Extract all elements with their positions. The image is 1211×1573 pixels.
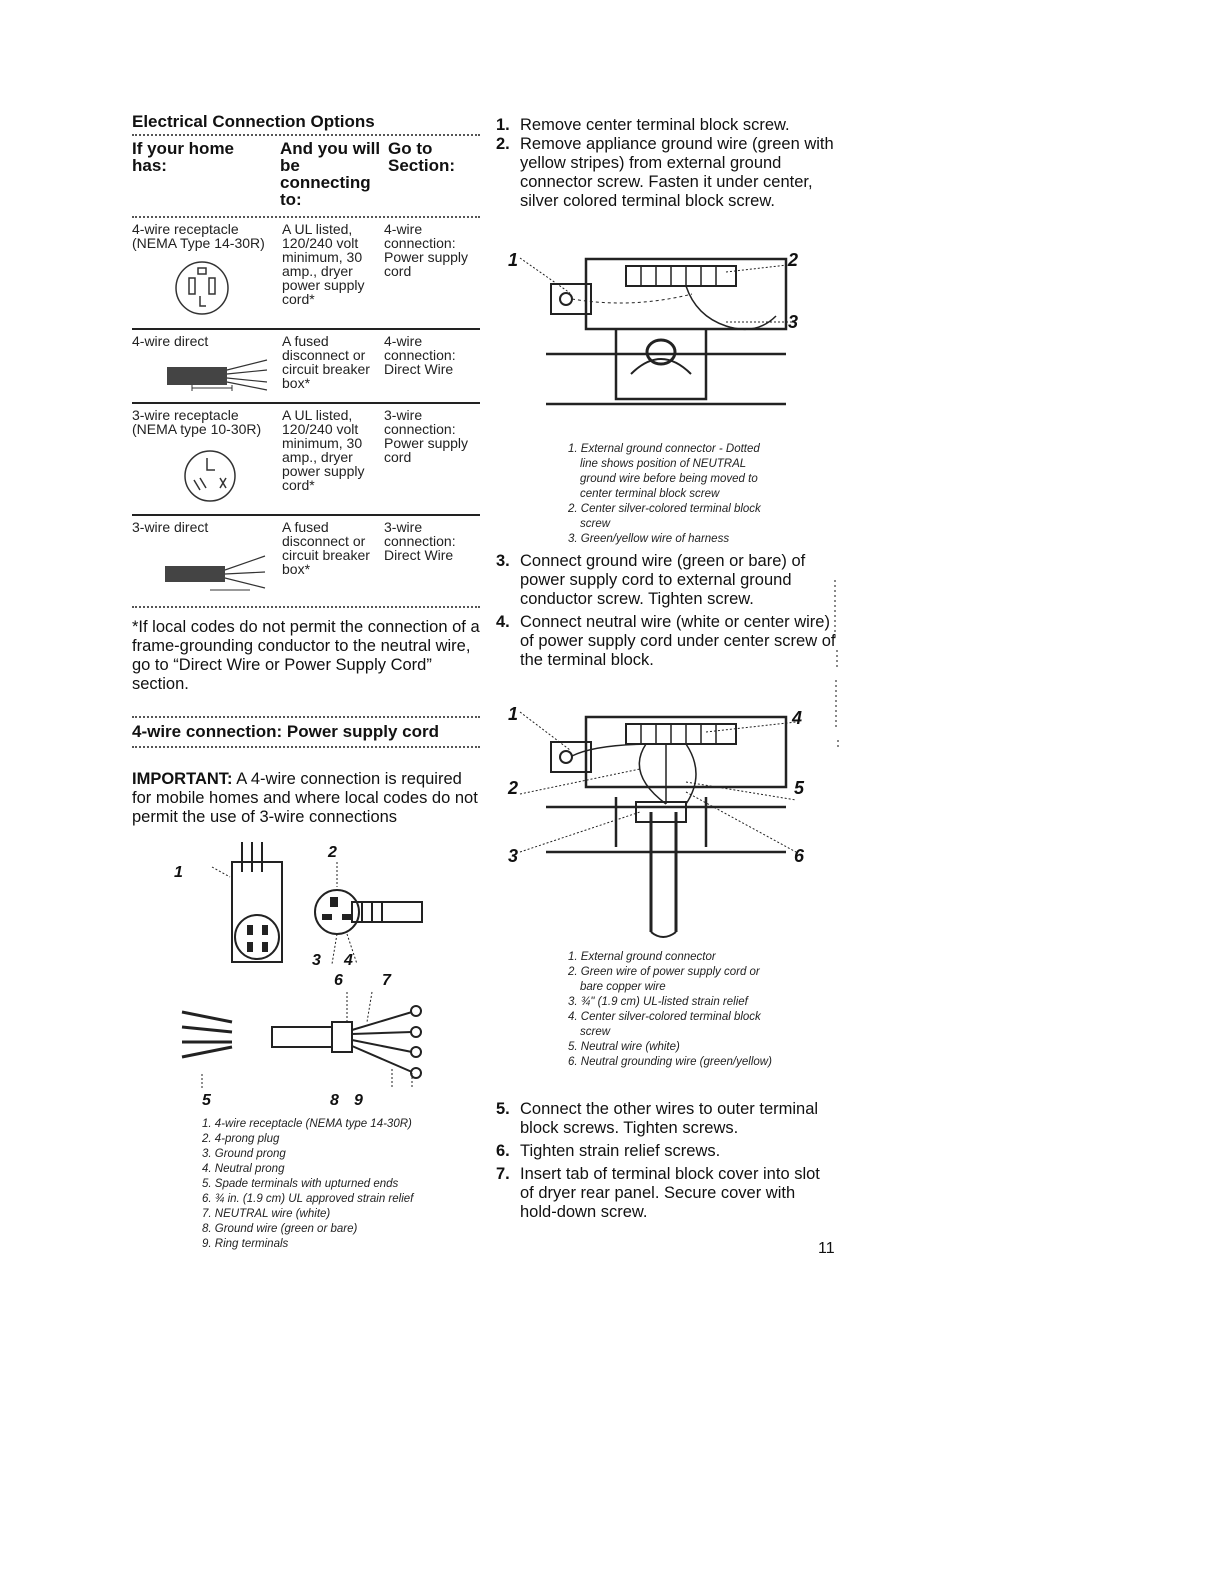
figure-label: 3 [508,846,519,866]
row-home: 3-wire direct [132,519,209,535]
step-text: Remove appliance ground wire (green with yellow stripes) from external ground connector screw. Fasten it under center, silver colored terminal block screw. [520,135,834,210]
figure-label: 4 [344,952,353,969]
figure-label: 2 [788,250,799,270]
figure-label: 8 [330,1092,339,1109]
legend-item: 8. Ground wire (green or bare) [202,1223,358,1235]
figure-label: 4 [792,708,803,728]
legend-item: 5. Spade terminals with upturned ends [202,1178,399,1190]
wire-3-direct-icon [160,546,270,596]
step-number: 3. [496,552,510,570]
receptacle-14-30r-icon [172,258,232,318]
table-header [132,136,480,216]
step-text: Insert tab of terminal block cover into slot of dryer rear panel. Secure cover with hold-down screw. [520,1165,820,1221]
figure-label: 2 [508,778,519,798]
left-column [132,112,480,1250]
step-text: Connect ground wire (green or bare) of power supply cord to external ground conductor screw. Tighten screw. [520,552,806,608]
row-section: 4-wire connection: Power supply cord [384,221,469,279]
legend-item: 3. ¾" (1.9 cm) UL-listed strain relief [568,996,748,1008]
legend-item: 4. Center silver-colored terminal block [568,1011,761,1023]
divider [132,716,480,718]
row-home: 4-wire direct [132,333,209,349]
step-text: Tighten strain relief screws. [520,1142,721,1160]
figure-legend [202,1117,413,1252]
legend-item: 2. Green wire of power supply cord or [568,966,760,978]
figure-label: 5 [794,778,805,798]
important-text: A 4-wire connection is required for mobile homes and where local codes do not permit the use of 3-wire connections [132,770,478,826]
row-home: 3-wire receptacle (NEMA type 10-30R) [132,407,262,437]
footnote: *If local codes do not permit the connection of a frame-grounding conductor to the neutral wire, go to “Direct Wire or Power Supply Cord” section. [132,618,480,693]
step-item [496,552,836,609]
row-section: 3-wire connection: Power supply cord [384,407,469,465]
legend-item: screw [580,518,611,530]
receptacle-10-30r-icon [182,448,238,504]
legend-item: 1. 4-wire receptacle (NEMA type 14-30R) [202,1118,412,1130]
steps-list [496,116,836,211]
step-number: 6. [496,1142,510,1160]
row-home: 4-wire receptacle (NEMA Type 14-30R) [132,221,265,251]
divider [132,746,480,748]
figure-legend [568,950,772,1070]
legend-item: 9. Ring terminals [202,1238,289,1250]
figure-legend [568,442,761,547]
legend-item: 7. NEUTRAL wire (white) [202,1208,331,1220]
legend-item: ground wire before being moved to [580,473,758,485]
legend-item: 3. Green/yellow wire of harness [568,533,730,545]
row-connect: A UL listed, 120/240 volt minimum, 30 amp., dryer power supply cord* [282,407,365,493]
step-number: 4. [496,613,510,631]
header-section: Go to Section: [388,139,456,175]
legend-item: 3. Ground prong [202,1148,286,1160]
legend-item: screw [580,1026,611,1038]
steps-list [496,552,836,670]
figure-label: 6 [334,972,343,989]
header-connect: And you will be connecting to: [280,139,381,209]
legend-item: 2. 4-prong plug [202,1133,280,1145]
step-text: Connect neutral wire (white or center wire) of power supply cord under center screw of the terminal block. [520,613,836,669]
legend-item: 2. Center silver-colored terminal block [568,503,761,515]
step-number: 2. [496,135,510,153]
step-item [496,613,836,670]
section-title: Electrical Connection Options [132,112,375,131]
row-connect: A fused disconnect or circuit breaker box* [282,519,370,577]
legend-item: 4. Neutral prong [202,1163,285,1175]
figure-label: 3 [788,312,799,332]
step-item [496,135,836,211]
step-item [496,1142,836,1161]
terminal-block-figure [506,244,826,424]
row-connect: A UL listed, 120/240 volt minimum, 30 amp., dryer power supply cord* [282,221,365,307]
figure-label: 3 [312,952,321,969]
figure-label: 6 [794,846,805,866]
legend-item: bare copper wire [580,981,666,993]
step-text: Remove center terminal block screw. [520,116,790,134]
figure-label: 1 [508,250,519,270]
step-number: 5. [496,1100,510,1118]
page-number: 11 [818,1240,835,1257]
subsection-title: 4-wire connection: Power supply cord [132,722,439,741]
right-column [496,116,836,1221]
figure-label: 5 [202,1092,211,1109]
step-item [496,1165,836,1222]
important-note [132,770,480,827]
scan-artifact [832,580,842,750]
row-connect: A fused disconnect or circuit breaker box* [282,333,370,391]
legend-item: 1. External ground connector [568,951,716,963]
step-number: 7. [496,1165,510,1183]
legend-item: 1. External ground connector - Dotted [568,443,760,455]
figure-label: 1 [174,864,183,881]
terminal-block-cord-figure [506,702,826,942]
figure-label: 1 [508,704,519,724]
figure-label: 9 [354,1092,363,1109]
step-item [496,1100,836,1138]
table-row [132,516,480,606]
table-row [132,404,480,514]
plug-receptacle-figure [172,842,472,1112]
table-row [132,330,480,402]
step-item [496,116,836,135]
wire-4-direct-icon [162,352,272,392]
legend-item: center terminal block screw [580,488,720,500]
legend-item: line shows position of NEUTRAL [580,458,747,470]
figure-label: 7 [382,972,391,989]
row-section: 4-wire connection: Direct Wire [384,333,456,377]
header-home: If your home has: [132,139,235,175]
legend-item: 6. ¾ in. (1.9 cm) UL approved strain relief [202,1193,414,1205]
legend-item: 6. Neutral grounding wire (green/yellow) [568,1056,772,1068]
legend-item: 5. Neutral wire (white) [568,1041,680,1053]
table-row [132,218,480,328]
step-number: 1. [496,116,510,134]
row-section: 3-wire connection: Direct Wire [384,519,456,563]
steps-list [496,1100,836,1222]
divider [132,606,480,608]
important-label: IMPORTANT: [132,770,233,788]
step-text: Connect the other wires to outer terminal block screws. Tighten screws. [520,1100,819,1137]
figure-label: 2 [328,844,337,861]
